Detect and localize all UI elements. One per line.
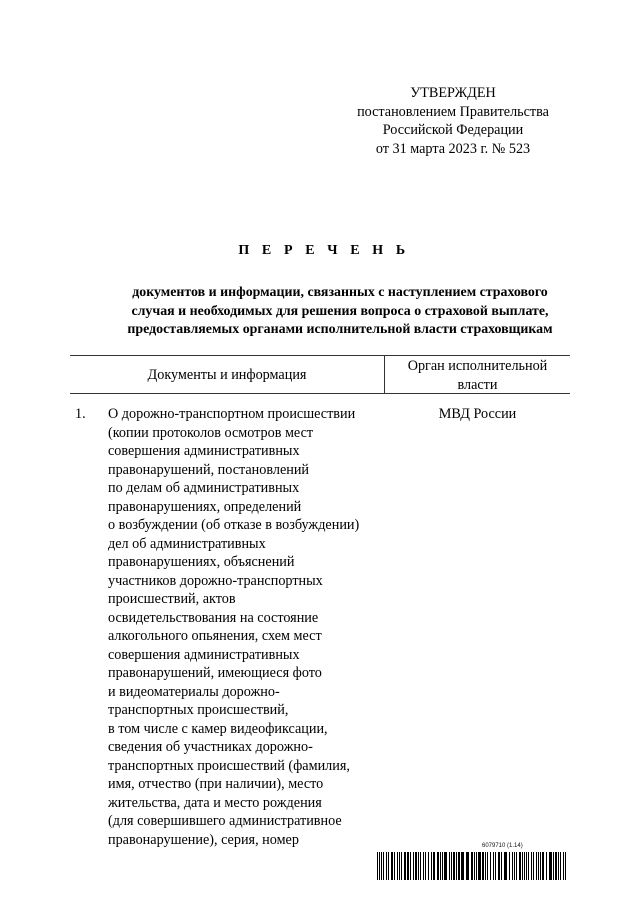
- row-text-line: (для совершившего административное: [108, 813, 342, 829]
- row-text-line: совершения административных: [108, 443, 300, 459]
- row-text-line: транспортных происшествий (фамилия,: [108, 757, 350, 774]
- header-documents: Документы и информация: [147, 367, 307, 383]
- subtitle-line: предоставляемых органами исполнительной власти страховщикам: [127, 322, 553, 337]
- row-text-line: о возбуждении (об отказе в возбуждении): [108, 517, 360, 533]
- row-text-line: по делам об административных: [108, 480, 300, 496]
- document-subtitle: [60, 284, 620, 340]
- barcode-image: [377, 852, 569, 880]
- row-text-line: О дорожно-транспортном происшествии: [108, 406, 356, 422]
- header-organ-line: Орган исполнительной: [407, 358, 548, 374]
- row-text-line: сведения об участниках дорожно-: [108, 739, 313, 755]
- subtitle-line: случая и необходимых для решения вопроса о страховой выплате,: [131, 303, 549, 319]
- row-text-line: (копии протоколов осмотров мест: [108, 424, 314, 441]
- subtitle-line: документов и информации, связанных с наступлением страхового: [132, 285, 548, 300]
- row-organ: МВД России: [438, 406, 517, 422]
- row-text-line: имя, отчество (при наличии), место: [108, 776, 324, 792]
- barcode-label: 6079710 (1.14): [482, 843, 523, 849]
- table-top-rule: [70, 355, 570, 356]
- row-text-line: освидетельствования на состояние: [108, 609, 319, 626]
- row-text-line: правонарушениях, объяснений: [108, 554, 295, 570]
- row-text-line: жительства, дата и место рождения: [108, 794, 322, 811]
- row-documents-text: [108, 405, 384, 849]
- row-text-line: алкогольного опьянения, схем мест: [108, 628, 322, 644]
- row-text-line: транспортных происшествий,: [108, 702, 289, 718]
- row-text-line: правонарушений, имеющиеся фото: [108, 665, 322, 681]
- row-text-line: происшествий, актов: [108, 591, 236, 607]
- row-number: 1.: [75, 406, 86, 422]
- row-text-line: и видеоматериалы дорожно-: [108, 683, 280, 700]
- row-text-line: совершения административных: [108, 646, 300, 663]
- header-organ: [385, 357, 570, 394]
- approval-block: [338, 84, 568, 158]
- row-text-line: правонарушение), серия, номер: [108, 831, 299, 848]
- row-text-line: правонарушений, постановлений: [108, 461, 310, 478]
- approval-line: Российской Федерации: [382, 122, 524, 138]
- row-text-line: участников дорожно-транспортных: [108, 572, 323, 589]
- header-organ-line: власти: [457, 376, 498, 393]
- row-text-line: в том числе с камер видеофиксации,: [108, 720, 328, 737]
- document-title: П Е Р Е Ч Е Н Ь: [238, 243, 410, 258]
- approval-heading: УТВЕРЖДЕН: [410, 85, 496, 101]
- approval-date-number: от 31 марта 2023 г. № 523: [375, 140, 531, 157]
- row-text-line: правонарушениях, определений: [108, 498, 302, 515]
- approval-line: постановлением Правительства: [357, 103, 549, 120]
- row-text-line: дел об административных: [108, 535, 266, 552]
